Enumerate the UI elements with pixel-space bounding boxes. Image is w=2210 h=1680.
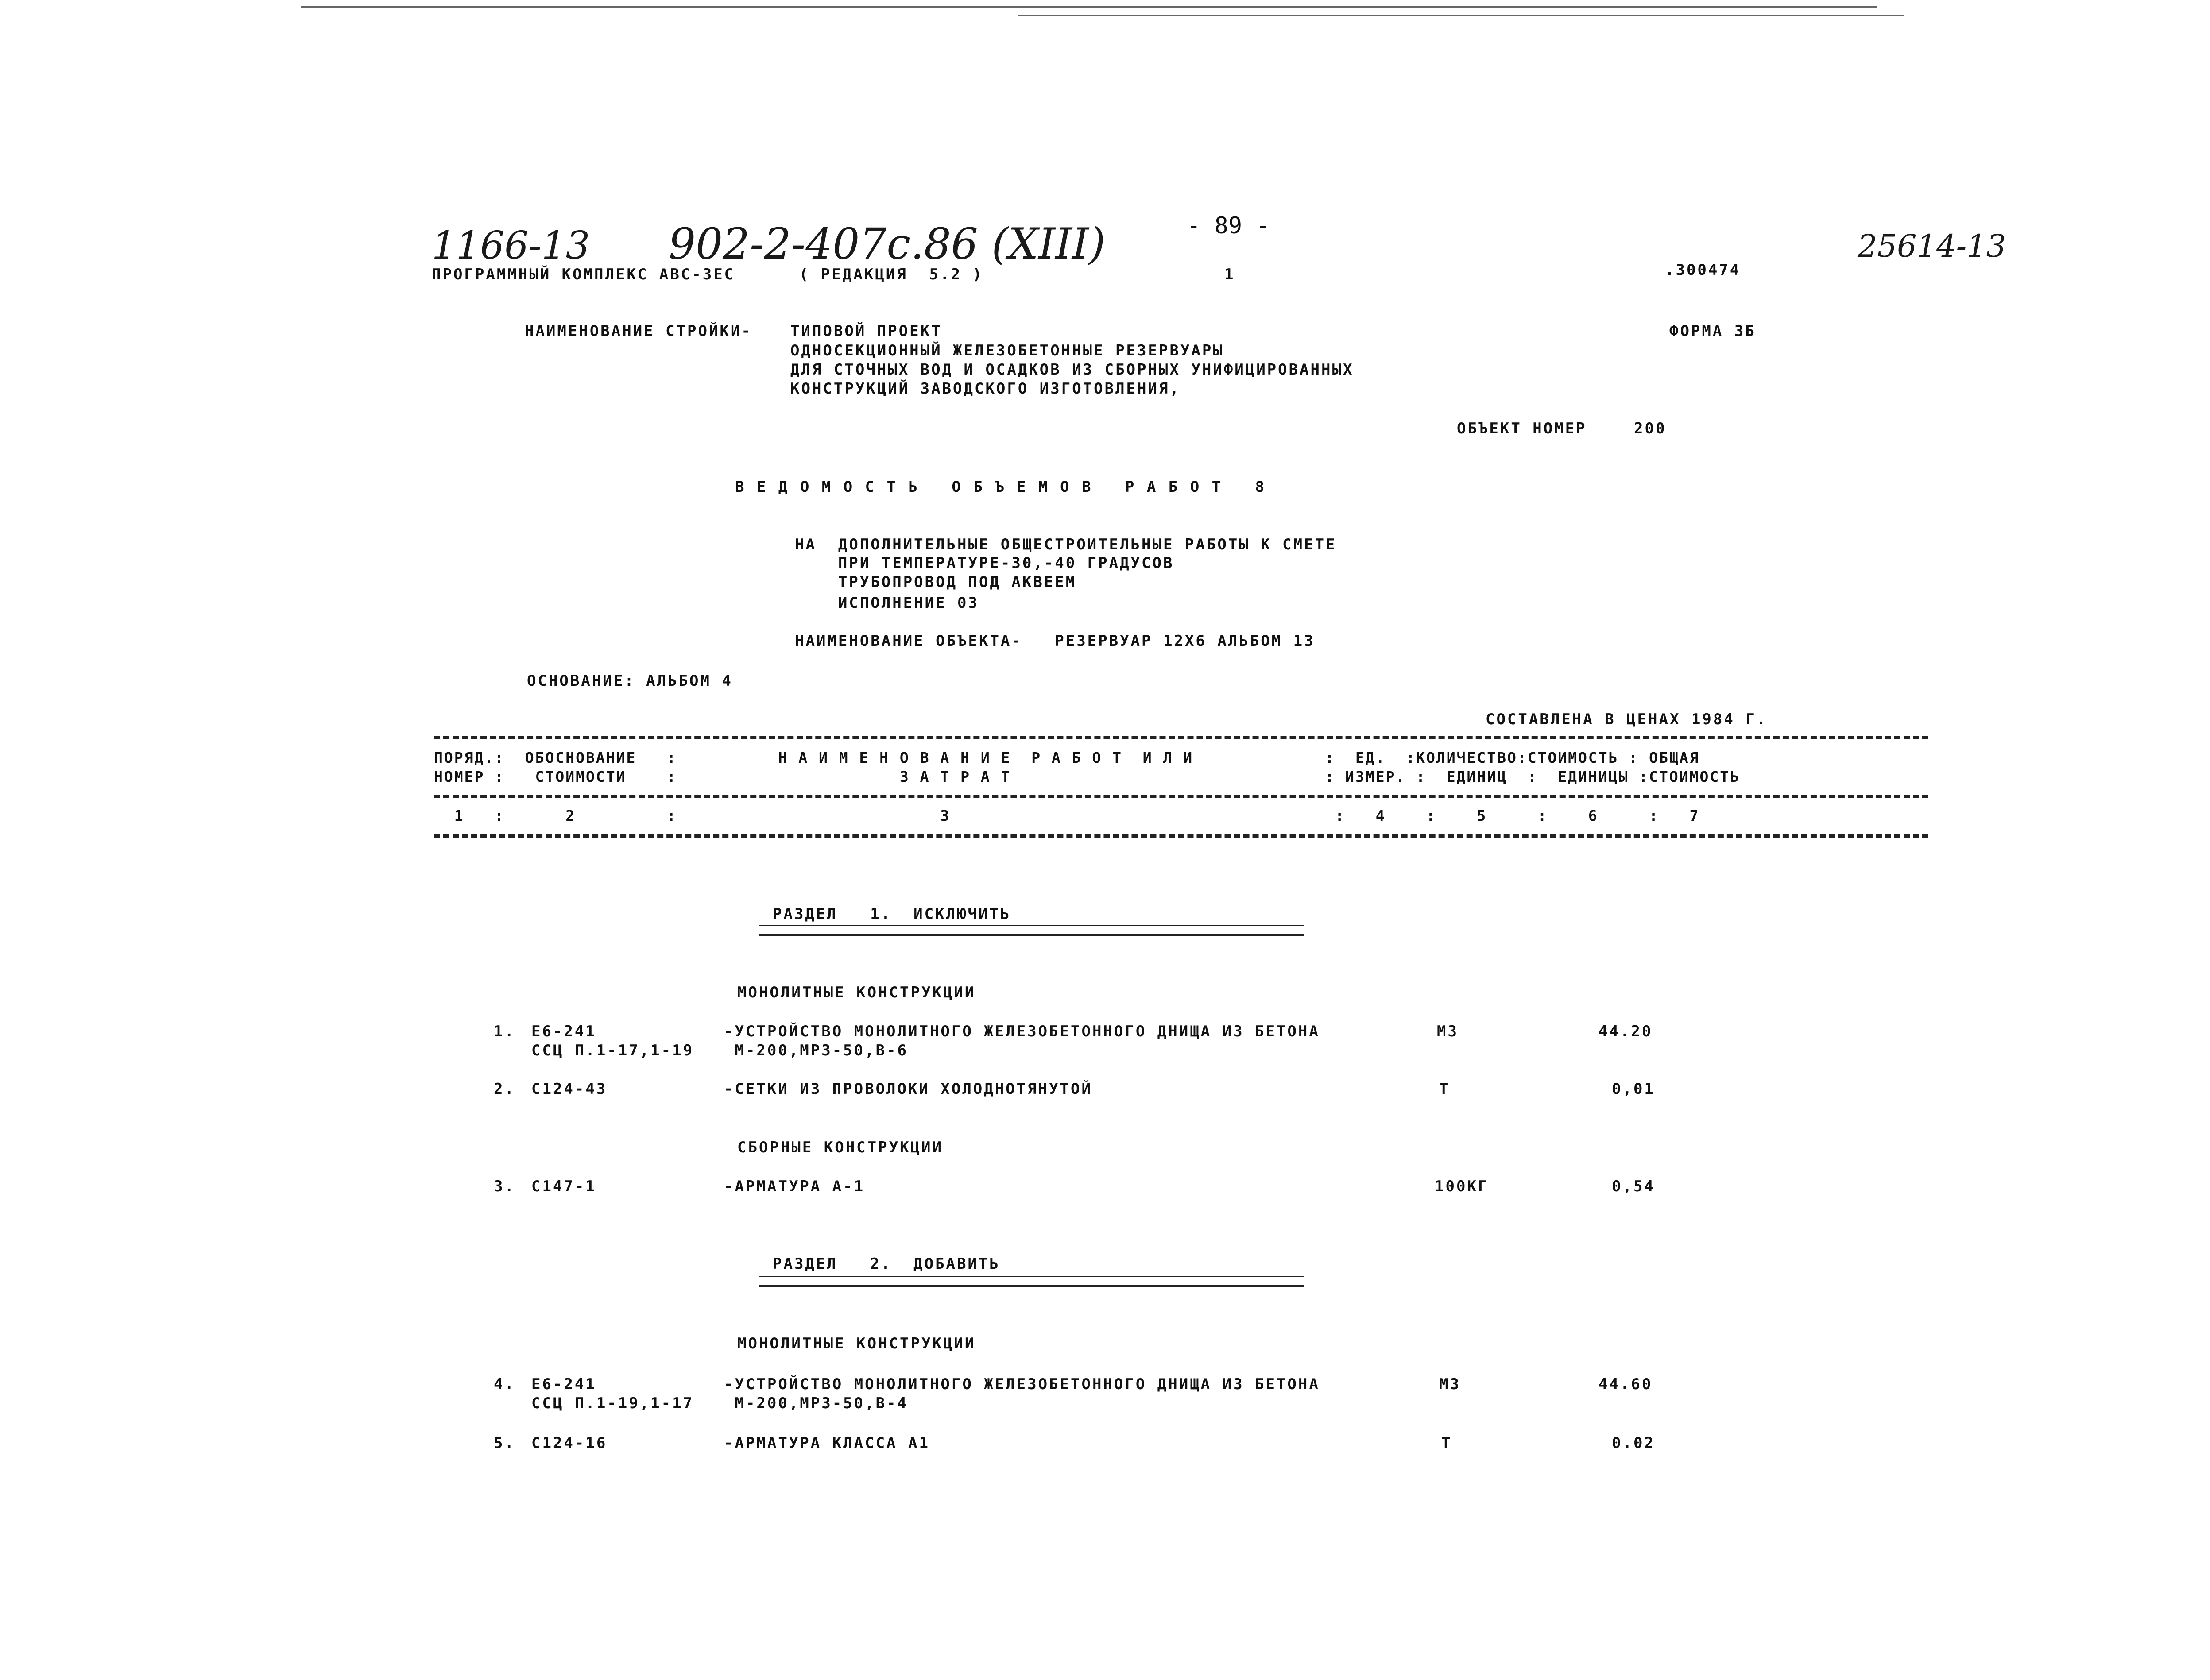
object-number: 200 xyxy=(1634,420,1667,437)
document-heading: В Е Д О М О С Т Ь О Б Ъ Е М О В Р А Б О Т 8 xyxy=(735,478,1266,496)
basis-label: ОСНОВАНИЕ: АЛЬБОМ 4 xyxy=(527,672,733,690)
scan-top-edge xyxy=(301,6,1877,8)
item-number: 2. xyxy=(494,1080,515,1098)
title-line: ТРУБОПРОВОД ПОД АКВЕЕМ xyxy=(795,573,1077,591)
item-description: -СЕТКИ ИЗ ПРОВОЛОКИ ХОЛОДНОТЯНУТОЙ xyxy=(724,1080,1092,1098)
construction-line: КОНСТРУКЦИЙ ЗАВОДСКОГО ИЗГОТОВЛЕНИЯ, xyxy=(790,380,1180,398)
group-title: СБОРНЫЕ КОНСТРУКЦИИ xyxy=(737,1139,943,1156)
item-unit: 100КГ xyxy=(1435,1178,1489,1195)
item-description: -УСТРОЙСТВО МОНОЛИТНОГО ЖЕЛЕЗОБЕТОННОГО ДНИЩА ИЗ БЕТОНА xyxy=(724,1023,1320,1040)
section-underline xyxy=(759,925,1304,936)
item-code: Е6-241 xyxy=(531,1375,596,1393)
group-title: МОНОЛИТНЫЕ КОНСТРУКЦИИ xyxy=(737,984,976,1001)
item-description-secondary: М-200,МРЗ-50,В-6 xyxy=(724,1042,908,1059)
item-code-secondary: ССЦ П.1-19,1-17 xyxy=(531,1394,694,1412)
construction-line: ТИПОВОЙ ПРОЕКТ xyxy=(790,322,942,340)
item-quantity: 0.02 xyxy=(1612,1434,1655,1452)
table-header-row: НОМЕР : СТОИМОСТИ : З А Т Р А Т : ИЗМЕР. : ЕДИНИЦ : ЕДИНИЦЫ :СТОИМОСТЬ xyxy=(434,768,1740,785)
table-rule-mid xyxy=(434,795,1928,798)
prices-label: СОСТАВЛЕНА В ЦЕНАХ 1984 Г. xyxy=(1486,711,1768,728)
handwritten-right-code: 25614-13 xyxy=(1858,228,2006,264)
scan-top-edge-2 xyxy=(1018,15,1904,16)
construction-label: НАИМЕНОВАНИЕ СТРОЙКИ- xyxy=(525,322,752,340)
item-code-secondary: ССЦ П.1-17,1-19 xyxy=(531,1042,694,1059)
group-title: МОНОЛИТНЫЕ КОНСТРУКЦИИ xyxy=(737,1335,976,1352)
software-edition: ( РЕДАКЦИЯ 5.2 ) xyxy=(799,266,983,283)
section-title: РАЗДЕЛ 2. ДОБАВИТЬ xyxy=(773,1255,1000,1273)
handwritten-project-code: 902-2-407c.86 (XIII) xyxy=(669,219,1106,269)
handwritten-left-code: 1166-13 xyxy=(432,224,590,268)
table-column-numbers: 1 : 2 : 3 : 4 : 5 : 6 : 7 xyxy=(434,807,1700,824)
title-line: ПРИ ТЕМПЕРАТУРЕ-30,-40 ГРАДУСОВ xyxy=(795,554,1174,572)
item-code: С124-43 xyxy=(531,1080,608,1098)
item-unit: Т xyxy=(1439,1080,1450,1098)
item-description: -УСТРОЙСТВО МОНОЛИТНОГО ЖЕЛЕЗОБЕТОННОГО ДНИЩА ИЗ БЕТОНА xyxy=(724,1375,1320,1393)
document-number: .300474 xyxy=(1665,261,1741,279)
item-unit: М3 xyxy=(1439,1375,1461,1393)
item-code: Е6-241 xyxy=(531,1023,596,1040)
table-rule-bottom xyxy=(434,834,1928,838)
title-line: НА ДОПОЛНИТЕЛЬНЫЕ ОБЩЕСТРОИТЕЛЬНЫЕ РАБОТЫ К СМЕТЕ xyxy=(795,536,1337,553)
table-rule-top xyxy=(434,736,1928,739)
software-name: ПРОГРАММНЫЙ КОМПЛЕКС АВС-3ЕС xyxy=(432,266,735,283)
item-number: 5. xyxy=(494,1434,515,1452)
page-marker: - 89 - xyxy=(1187,212,1270,239)
section-underline xyxy=(759,1276,1304,1287)
sheet-number: 1 xyxy=(1224,266,1235,283)
item-quantity: 0,54 xyxy=(1612,1178,1655,1195)
item-number: 1. xyxy=(494,1023,515,1040)
table-header-row: ПОРЯД.: ОБОСНОВАНИЕ : Н А И М Е Н О В А Н И Е Р А Б О Т И Л И : ЕД. :КОЛИЧЕСТВО:СТОИМОСТЬ : ОБЩАЯ xyxy=(434,749,1700,766)
item-description-secondary: М-200,МРЗ-50,В-4 xyxy=(724,1394,908,1412)
item-unit: М3 xyxy=(1437,1023,1459,1040)
object-name: НАИМЕНОВАНИЕ ОБЪЕКТА- РЕЗЕРВУАР 12Х6 АЛЬБОМ 13 xyxy=(795,632,1315,650)
item-code: С147-1 xyxy=(531,1178,596,1195)
item-quantity: 44.20 xyxy=(1598,1023,1653,1040)
item-quantity: 0,01 xyxy=(1612,1080,1655,1098)
form-label: ФОРМА 3Б xyxy=(1669,322,1756,340)
item-number: 3. xyxy=(494,1178,515,1195)
item-quantity: 44.60 xyxy=(1598,1375,1653,1393)
title-line: ИСПОЛНЕНИЕ 03 xyxy=(795,594,979,612)
section-title: РАЗДЕЛ 1. ИСКЛЮЧИТЬ xyxy=(773,905,1011,923)
item-code: С124-16 xyxy=(531,1434,608,1452)
item-unit: Т xyxy=(1441,1434,1452,1452)
item-description: -АРМАТУРА А-1 xyxy=(724,1178,865,1195)
construction-line: ОДНОСЕКЦИОННЫЙ ЖЕЛЕЗОБЕТОННЫЕ РЕЗЕРВУАРЫ xyxy=(790,342,1224,359)
construction-line: ДЛЯ СТОЧНЫХ ВОД И ОСАДКОВ ИЗ СБОРНЫХ УНИФИЦИРОВАННЫХ xyxy=(790,361,1354,378)
item-description: -АРМАТУРА КЛАССА А1 xyxy=(724,1434,930,1452)
object-label: ОБЪЕКТ НОМЕР xyxy=(1457,420,1587,437)
item-number: 4. xyxy=(494,1375,515,1393)
